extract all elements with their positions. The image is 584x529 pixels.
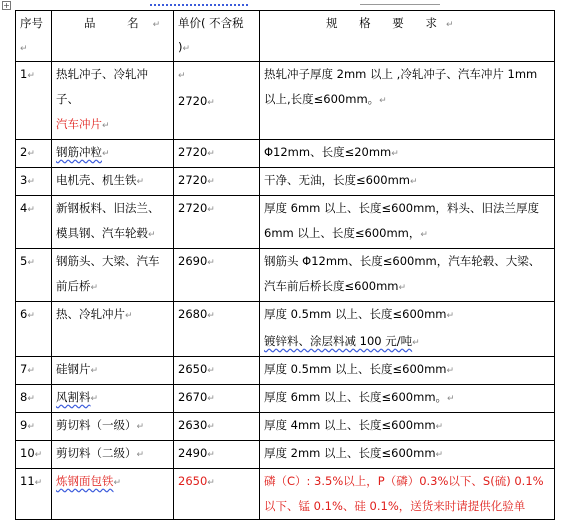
row-spec: 热轧冲子厚度 2mm 以上 ,冷轧冲子、汽车冲片 1mm 以上,长度≤600mm。↵: [260, 62, 555, 140]
row-spec: Φ12mm、长度≤20mm↵: [260, 140, 555, 168]
row-name: 钢筋头、大梁、汽车前后桥↵: [52, 249, 174, 302]
row-name: 热轧冲子、冷轧冲子、 汽车冲片↵: [52, 62, 174, 140]
row-spec: 厚度 6mm 以上、长度≤600mm，料头、旧法兰厚度 6mm 以上、长度≤600mm，↵: [260, 196, 555, 249]
header-name: 品 名↵: [52, 11, 174, 62]
row-name: 热、冷轧冲片↵: [52, 302, 174, 357]
row-spec: 磷（C）: 3.5%以上，P（磷）0.3%以下、S(硫) 0.1% 以下、锰 0.1%、硅 0.1%，送货来时请提供化验单: [260, 469, 555, 520]
table-row: [16, 413, 555, 441]
row-price: ↵ 2720↵: [174, 62, 260, 140]
row-spec: 厚度 2mm 以上、长度≤600mm↵: [260, 441, 555, 469]
row-no: 4↵: [16, 196, 52, 249]
table-row: [16, 302, 555, 357]
row-no: 11↵: [16, 469, 52, 520]
row-price: 2670↵: [174, 385, 260, 413]
row-no: 5↵: [16, 249, 52, 302]
row-price: 2630↵: [174, 413, 260, 441]
row-spec: 钢筋头 Φ12mm、长度≤600mm，汽车轮毂、大梁、汽车前后桥长度≤600mm↵: [260, 249, 555, 302]
row-price: 2720↵: [174, 140, 260, 168]
row-price: 2650↵: [174, 469, 260, 520]
header-price: 单价( 不含税 )↵: [174, 11, 260, 62]
row-price: 2490↵: [174, 441, 260, 469]
row-name: 硅钢片↵: [52, 357, 174, 385]
row-no: 8↵: [16, 385, 52, 413]
table-row: [16, 62, 555, 140]
row-price: 2720↵: [174, 196, 260, 249]
table-move-handle-icon[interactable]: +: [3, 1, 10, 10]
row-name: 电机壳、机生铁↵: [52, 168, 174, 196]
table-row: [16, 168, 555, 196]
table-row: [16, 441, 555, 469]
row-no: 2↵: [16, 140, 52, 168]
preceding-text-fragment: [150, 1, 570, 7]
table-header-row: [16, 11, 555, 62]
row-name: 炼钢面包铁↵: [52, 469, 174, 520]
table-row: [16, 357, 555, 385]
row-spec: 厚度 4mm 以上、长度≤600mm↵: [260, 413, 555, 441]
table-row: [16, 140, 555, 168]
row-name: 新钢板料、旧法兰、模具钢、汽车轮毂↵: [52, 196, 174, 249]
price-table: [15, 10, 555, 520]
row-spec: 厚度 0.5mm 以上、长度≤600mm↵: [260, 357, 555, 385]
row-price: 2680↵: [174, 302, 260, 357]
row-price: 2720↵: [174, 168, 260, 196]
row-name: 剪切料（一级）↵: [52, 413, 174, 441]
row-spec: 厚度 6mm 以上、长度≤600mm。↵: [260, 385, 555, 413]
row-no: 6↵: [16, 302, 52, 357]
row-no: 1↵: [16, 62, 52, 140]
header-no: 序号↵: [16, 11, 52, 62]
row-no: 3↵: [16, 168, 52, 196]
row-name: 钢筋冲粒↵: [52, 140, 174, 168]
header-spec: 规 格 要 求↵: [260, 11, 555, 62]
row-no: 7↵: [16, 357, 52, 385]
table-row: [16, 249, 555, 302]
row-no: 9↵: [16, 413, 52, 441]
table-row: [16, 469, 555, 520]
table-row: [16, 196, 555, 249]
row-name: 风割料↵: [52, 385, 174, 413]
row-price: 2650↵: [174, 357, 260, 385]
row-no: 10↵: [16, 441, 52, 469]
row-spec: 干净、无油，长度≤600mm↵: [260, 168, 555, 196]
row-spec: 厚度 0.5mm 以上、长度≤600mm↵ 镀锌料、涂层料减 100 元/吨↵: [260, 302, 555, 357]
row-price: 2690↵: [174, 249, 260, 302]
row-name: 剪切料（二级）↵: [52, 441, 174, 469]
table-row: [16, 385, 555, 413]
